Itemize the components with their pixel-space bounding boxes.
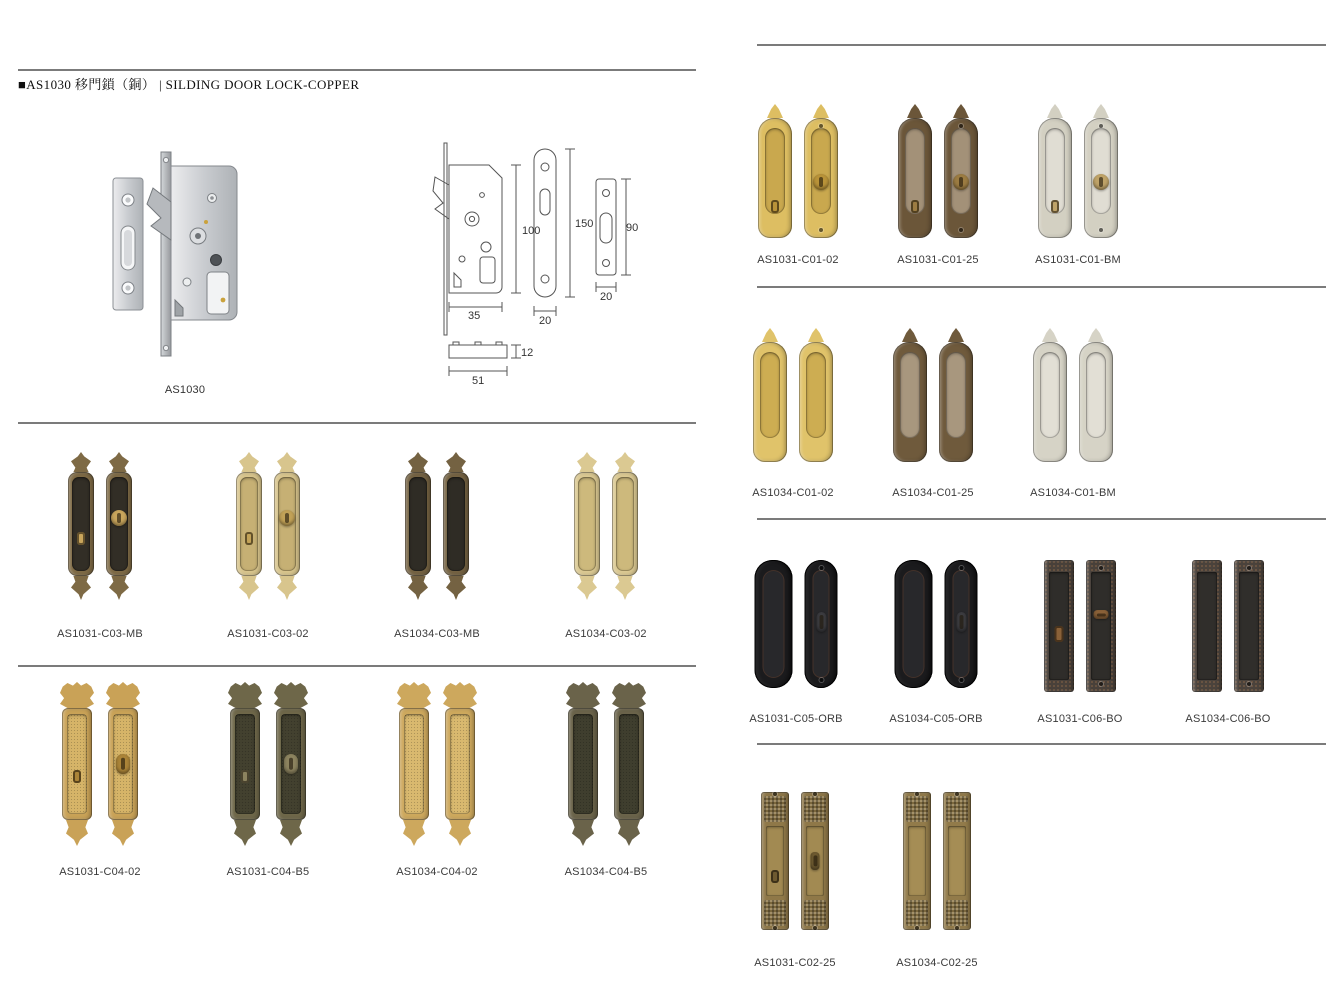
- screw-hole: [959, 124, 963, 128]
- finial-icon: [239, 452, 259, 472]
- product-photo: [405, 452, 469, 600]
- product-label: AS1031-C05-ORB: [749, 713, 843, 725]
- escutcheon-plate: [566, 682, 600, 846]
- dimension-drawing: [428, 135, 640, 387]
- screw-hole: [1099, 682, 1103, 686]
- escutcheon-plate: [1033, 328, 1067, 462]
- escutcheon-plate-keyside: [758, 104, 792, 238]
- screw-hole: [773, 926, 777, 930]
- product-label: AS1031-C02-25: [754, 957, 836, 969]
- product-photo: [895, 560, 978, 688]
- screw-hole: [959, 678, 963, 682]
- thumbturn-mark: [813, 174, 829, 190]
- escutcheon-plate-keyside: [228, 682, 262, 846]
- product-tile: [1003, 328, 1143, 499]
- escutcheon-plate: [1234, 560, 1264, 692]
- finial-icon: [577, 576, 597, 600]
- escutcheon-plate-turnside: [106, 682, 140, 846]
- finial-icon: [277, 452, 297, 472]
- as1030-label: AS1030: [164, 384, 206, 396]
- dim-body-width: 35: [468, 310, 481, 322]
- screw-hole: [819, 566, 823, 570]
- finial-icon: [813, 104, 829, 118]
- escutcheon-plate: [1079, 328, 1113, 462]
- keyhole-mark: [77, 532, 85, 545]
- escutcheon-plate: [903, 792, 931, 930]
- divider-left-top: [18, 69, 696, 71]
- escutcheon-plate-keyside: [761, 792, 789, 930]
- product-tile: [1008, 104, 1148, 266]
- screw-hole: [1099, 566, 1103, 570]
- screw-hole: [1099, 124, 1103, 128]
- divider-left-mid: [18, 422, 696, 424]
- product-label: AS1034-C03-MB: [394, 628, 480, 640]
- escutcheon-plate-turnside: [274, 452, 300, 600]
- escutcheon-plate: [943, 792, 971, 930]
- escutcheon-plate-keyside: [236, 452, 262, 600]
- finial-icon: [239, 576, 259, 600]
- product-photo: [758, 104, 838, 238]
- screw-hole: [1247, 682, 1251, 686]
- keyhole-mark: [911, 200, 919, 213]
- escutcheon-plate-turnside: [944, 104, 978, 238]
- escutcheon-plate: [443, 682, 477, 846]
- product-tile: [25, 682, 175, 878]
- product-tile: [362, 452, 512, 640]
- finial-icon: [953, 104, 969, 118]
- escutcheon-plate: [612, 452, 638, 600]
- crown-ornament-icon: [612, 682, 646, 708]
- product-photo: [903, 792, 971, 930]
- product-label: AS1031-C04-B5: [226, 866, 310, 878]
- escutcheon-plate: [893, 328, 927, 462]
- screw-hole: [959, 566, 963, 570]
- dim-side-width: 51: [472, 375, 485, 387]
- product-tile: [193, 452, 343, 640]
- product-photo: [397, 682, 477, 846]
- escutcheon-plate: [753, 328, 787, 462]
- crown-ornament-icon: [274, 682, 308, 708]
- pendant-ornament-icon: [618, 820, 640, 846]
- keyhole-mark: [241, 770, 249, 783]
- divider-right-3: [757, 518, 1326, 520]
- product-photo: [755, 560, 838, 688]
- pendant-ornament-icon: [572, 820, 594, 846]
- escutcheon-plate-keyside: [1044, 560, 1074, 692]
- escutcheon-plate: [939, 328, 973, 462]
- finial-icon: [408, 576, 428, 600]
- escutcheon-plate-keyside: [898, 104, 932, 238]
- product-photo: [68, 452, 132, 600]
- product-label: AS1034-C03-02: [565, 628, 647, 640]
- dim-plate-height: 150: [575, 218, 594, 230]
- product-photo: [1044, 560, 1116, 692]
- thumbturn-mark: [1093, 174, 1109, 190]
- thumbturn-mark: [116, 754, 130, 774]
- keyhole-mark: [771, 870, 779, 883]
- finial-icon: [1047, 104, 1063, 118]
- pendant-ornament-icon: [66, 820, 88, 846]
- divider-right-4: [757, 743, 1326, 745]
- product-label: AS1034-C05-ORB: [889, 713, 983, 725]
- crown-ornament-icon: [106, 682, 140, 708]
- finial-icon: [109, 576, 129, 600]
- escutcheon-plate: [397, 682, 431, 846]
- crown-ornament-icon: [443, 682, 477, 708]
- crown-ornament-icon: [60, 682, 94, 708]
- thumbturn-mark: [811, 852, 820, 870]
- product-label: AS1034-C01-25: [892, 487, 974, 499]
- escutcheon-plate-turnside: [945, 560, 978, 688]
- divider-right-2: [757, 286, 1326, 288]
- screw-hole: [819, 124, 823, 128]
- escutcheon-plate: [405, 452, 431, 600]
- pendant-ornament-icon: [403, 820, 425, 846]
- escutcheon-plate-keyside: [60, 682, 94, 846]
- product-tile: [867, 792, 1007, 969]
- product-label: AS1031-C01-02: [757, 254, 839, 266]
- escutcheon-plate: [612, 682, 646, 846]
- escutcheon-plate-keyside: [1038, 104, 1072, 238]
- finial-icon: [408, 452, 428, 472]
- product-tile: [725, 792, 865, 969]
- finial-icon: [1042, 328, 1058, 342]
- screw-hole: [955, 792, 959, 796]
- thumbturn-mark: [953, 174, 969, 190]
- product-photo: [236, 452, 300, 600]
- dim-strike-width: 20: [600, 291, 613, 303]
- product-tile: [863, 328, 1003, 499]
- product-tile: [728, 104, 868, 266]
- product-label: AS1031-C01-25: [897, 254, 979, 266]
- finial-icon: [109, 452, 129, 472]
- escutcheon-plate: [574, 452, 600, 600]
- finial-icon: [577, 452, 597, 472]
- escutcheon-plate: [443, 452, 469, 600]
- escutcheon-plate-turnside: [274, 682, 308, 846]
- finial-icon: [615, 452, 635, 472]
- finial-icon: [808, 328, 824, 342]
- screw-hole: [915, 792, 919, 796]
- lock-body-photo: [147, 152, 237, 356]
- divider-left-bottom: [18, 665, 696, 667]
- product-photo: [566, 682, 646, 846]
- finial-icon: [948, 328, 964, 342]
- screw-hole: [813, 926, 817, 930]
- product-label: AS1034-C04-02: [396, 866, 478, 878]
- product-photo: [60, 682, 140, 846]
- escutcheon-plate-turnside: [1086, 560, 1116, 692]
- finial-icon: [71, 452, 91, 472]
- product-label: AS1031-C03-MB: [57, 628, 143, 640]
- as1030-lock-photo: [95, 140, 265, 368]
- finial-icon: [1088, 328, 1104, 342]
- product-tile: [1158, 560, 1298, 725]
- product-label: AS1034-C04-B5: [564, 866, 648, 878]
- pendant-ornament-icon: [112, 820, 134, 846]
- dim-body-height: 100: [522, 225, 541, 237]
- escutcheon-plate-turnside: [804, 104, 838, 238]
- escutcheon-plate-turnside: [801, 792, 829, 930]
- thumbturn-mark: [956, 612, 966, 632]
- product-label: AS1034-C01-02: [752, 487, 834, 499]
- product-label: AS1034-C06-BO: [1185, 713, 1271, 725]
- product-tile: [1010, 560, 1150, 725]
- product-photo: [761, 792, 829, 930]
- escutcheon-plate: [755, 560, 793, 688]
- product-label: AS1034-C02-25: [896, 957, 978, 969]
- screw-hole: [1099, 228, 1103, 232]
- thumbturn-mark: [1094, 610, 1109, 619]
- keyhole-mark: [245, 532, 253, 545]
- escutcheon-plate: [799, 328, 833, 462]
- product-tile: [726, 560, 866, 725]
- product-tile: [531, 682, 681, 878]
- product-photo: [228, 682, 308, 846]
- product-label: AS1034-C01-BM: [1030, 487, 1116, 499]
- keyhole-mark: [771, 200, 779, 213]
- escutcheon-plate: [1192, 560, 1222, 692]
- product-tile: [866, 560, 1006, 725]
- thumbturn-mark: [816, 612, 826, 632]
- escutcheon-plate-keyside: [68, 452, 94, 600]
- product-photo: [1192, 560, 1264, 692]
- pendant-ornament-icon: [234, 820, 256, 846]
- strike-plate-photo: [113, 178, 143, 310]
- thumbturn-mark: [111, 510, 127, 526]
- escutcheon-plate-turnside: [1084, 104, 1118, 238]
- pendant-ornament-icon: [280, 820, 302, 846]
- dim-side-height: 12: [521, 347, 534, 359]
- product-tile: [362, 682, 512, 878]
- finial-icon: [277, 576, 297, 600]
- divider-right-1: [757, 44, 1326, 46]
- finial-icon: [762, 328, 778, 342]
- crown-ornament-icon: [397, 682, 431, 708]
- product-label: AS1031-C04-02: [59, 866, 141, 878]
- product-label: AS1031-C01-BM: [1035, 254, 1121, 266]
- dim-strike-height: 90: [626, 222, 639, 234]
- screw-hole: [915, 926, 919, 930]
- finial-icon: [71, 576, 91, 600]
- product-tile: [723, 328, 863, 499]
- keyhole-mark: [1051, 200, 1059, 213]
- finial-icon: [902, 328, 918, 342]
- finial-icon: [615, 576, 635, 600]
- crown-ornament-icon: [228, 682, 262, 708]
- product-photo: [574, 452, 638, 600]
- keyhole-mark: [73, 770, 81, 783]
- pendant-ornament-icon: [449, 820, 471, 846]
- product-tile: [531, 452, 681, 640]
- product-tile: [25, 452, 175, 640]
- thumbturn-mark: [279, 510, 295, 526]
- screw-hole: [959, 228, 963, 232]
- finial-icon: [1093, 104, 1109, 118]
- product-tile: [868, 104, 1008, 266]
- finial-icon: [446, 576, 466, 600]
- escutcheon-plate: [895, 560, 933, 688]
- product-photo: [753, 328, 833, 462]
- product-photo: [898, 104, 978, 238]
- screw-hole: [955, 926, 959, 930]
- screw-hole: [819, 678, 823, 682]
- screw-hole: [813, 792, 817, 796]
- product-label: AS1031-C03-02: [227, 628, 309, 640]
- page-title: ■AS1030 移門鎖（銅） | SILDING DOOR LOCK-COPPER: [18, 77, 360, 92]
- product-photo: [893, 328, 973, 462]
- screw-hole: [1247, 566, 1251, 570]
- product-label: AS1031-C06-BO: [1037, 713, 1123, 725]
- screw-hole: [819, 228, 823, 232]
- thumbturn-mark: [284, 754, 298, 774]
- crown-ornament-icon: [566, 682, 600, 708]
- escutcheon-plate-turnside: [805, 560, 838, 688]
- keyhole-mark: [1055, 626, 1064, 642]
- finial-icon: [446, 452, 466, 472]
- product-tile: [193, 682, 343, 878]
- finial-icon: [767, 104, 783, 118]
- screw-hole: [773, 792, 777, 796]
- product-photo: [1033, 328, 1113, 462]
- dim-plate-width: 20: [539, 315, 552, 327]
- escutcheon-plate-turnside: [106, 452, 132, 600]
- finial-icon: [907, 104, 923, 118]
- product-photo: [1038, 104, 1118, 238]
